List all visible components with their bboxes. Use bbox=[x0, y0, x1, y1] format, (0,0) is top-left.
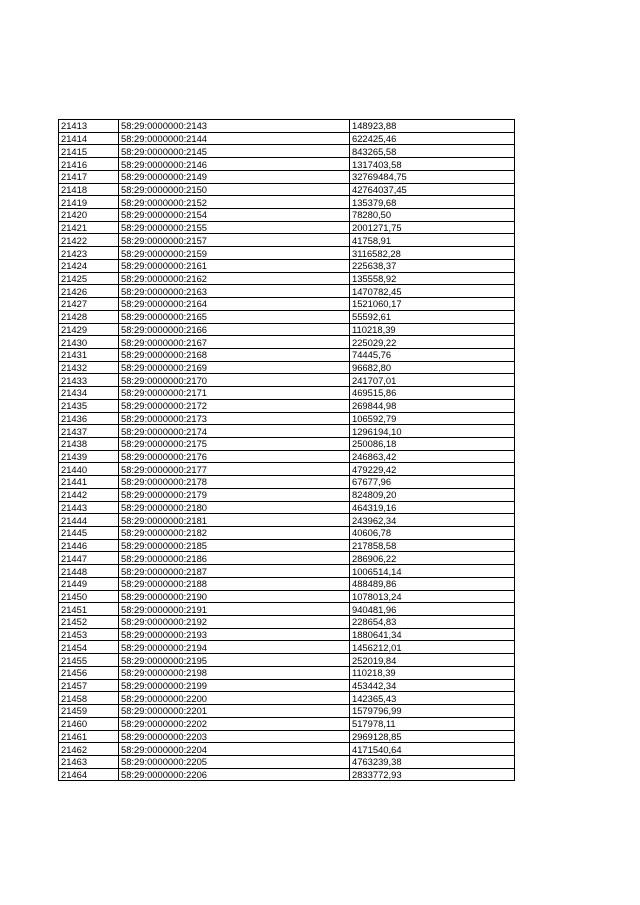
table-row bbox=[59, 247, 515, 260]
value-cell: 1521060,17 bbox=[350, 298, 515, 311]
cadastral-number-cell: 58:29:0000000:2198 bbox=[119, 666, 350, 679]
table-row bbox=[59, 272, 515, 285]
cadastral-number-cell: 58:29:0000000:2171 bbox=[119, 387, 350, 400]
value-cell: 453442,34 bbox=[350, 679, 515, 692]
table-row bbox=[59, 170, 515, 183]
table-row bbox=[59, 476, 515, 489]
cadastral-number-cell: 58:29:0000000:2199 bbox=[119, 679, 350, 692]
value-cell: 42764037,45 bbox=[350, 183, 515, 196]
row-number-cell: 21446 bbox=[59, 539, 119, 552]
row-number-cell: 21449 bbox=[59, 577, 119, 590]
value-cell: 1296194,10 bbox=[350, 425, 515, 438]
value-cell: 488489,86 bbox=[350, 577, 515, 590]
cadastral-number-cell: 58:29:0000000:2144 bbox=[119, 132, 350, 145]
value-cell: 228654,83 bbox=[350, 616, 515, 629]
value-cell: 55592,61 bbox=[350, 310, 515, 323]
row-number-cell: 21436 bbox=[59, 412, 119, 425]
cadastral-number-cell: 58:29:0000000:2155 bbox=[119, 221, 350, 234]
row-number-cell: 21423 bbox=[59, 247, 119, 260]
cadastral-number-cell: 58:29:0000000:2190 bbox=[119, 590, 350, 603]
cadastral-number-cell: 58:29:0000000:2175 bbox=[119, 437, 350, 450]
row-number-cell: 21440 bbox=[59, 463, 119, 476]
value-cell: 250086,18 bbox=[350, 437, 515, 450]
row-number-cell: 21455 bbox=[59, 654, 119, 667]
cadastral-number-cell: 58:29:0000000:2169 bbox=[119, 361, 350, 374]
value-cell: 106592,79 bbox=[350, 412, 515, 425]
table-row bbox=[59, 514, 515, 527]
data-table bbox=[58, 119, 515, 781]
value-cell: 3116582,28 bbox=[350, 247, 515, 260]
row-number-cell: 21459 bbox=[59, 705, 119, 718]
value-cell: 110218,39 bbox=[350, 323, 515, 336]
row-number-cell: 21414 bbox=[59, 132, 119, 145]
table-row bbox=[59, 755, 515, 768]
value-cell: 464319,16 bbox=[350, 501, 515, 514]
value-cell: 824809,20 bbox=[350, 488, 515, 501]
row-number-cell: 21454 bbox=[59, 641, 119, 654]
cadastral-number-cell: 58:29:0000000:2186 bbox=[119, 552, 350, 565]
table-row bbox=[59, 730, 515, 743]
table-row bbox=[59, 666, 515, 679]
value-cell: 246863,42 bbox=[350, 450, 515, 463]
table-row bbox=[59, 616, 515, 629]
row-number-cell: 21420 bbox=[59, 209, 119, 222]
cadastral-number-cell: 58:29:0000000:2194 bbox=[119, 641, 350, 654]
table-row bbox=[59, 298, 515, 311]
value-cell: 1456212,01 bbox=[350, 641, 515, 654]
table-row bbox=[59, 259, 515, 272]
row-number-cell: 21431 bbox=[59, 348, 119, 361]
cadastral-number-cell: 58:29:0000000:2201 bbox=[119, 705, 350, 718]
table-row bbox=[59, 654, 515, 667]
row-number-cell: 21428 bbox=[59, 310, 119, 323]
table-row bbox=[59, 120, 515, 133]
row-number-cell: 21434 bbox=[59, 387, 119, 400]
cadastral-number-cell: 58:29:0000000:2165 bbox=[119, 310, 350, 323]
value-cell: 40606,78 bbox=[350, 527, 515, 540]
value-cell: 148923,88 bbox=[350, 120, 515, 133]
row-number-cell: 21429 bbox=[59, 323, 119, 336]
value-cell: 110218,39 bbox=[350, 666, 515, 679]
value-cell: 225638,37 bbox=[350, 259, 515, 272]
cadastral-number-cell: 58:29:0000000:2185 bbox=[119, 539, 350, 552]
value-cell: 67677,96 bbox=[350, 476, 515, 489]
cadastral-number-cell: 58:29:0000000:2163 bbox=[119, 285, 350, 298]
row-number-cell: 21443 bbox=[59, 501, 119, 514]
table-row bbox=[59, 628, 515, 641]
table-row bbox=[59, 412, 515, 425]
table-row bbox=[59, 348, 515, 361]
cadastral-number-cell: 58:29:0000000:2178 bbox=[119, 476, 350, 489]
row-number-cell: 21453 bbox=[59, 628, 119, 641]
row-number-cell: 21444 bbox=[59, 514, 119, 527]
row-number-cell: 21451 bbox=[59, 603, 119, 616]
row-number-cell: 21433 bbox=[59, 374, 119, 387]
cadastral-number-cell: 58:29:0000000:2154 bbox=[119, 209, 350, 222]
cadastral-number-cell: 58:29:0000000:2166 bbox=[119, 323, 350, 336]
value-cell: 286906,22 bbox=[350, 552, 515, 565]
cadastral-number-cell: 58:29:0000000:2202 bbox=[119, 717, 350, 730]
table-row bbox=[59, 323, 515, 336]
row-number-cell: 21439 bbox=[59, 450, 119, 463]
cadastral-number-cell: 58:29:0000000:2167 bbox=[119, 336, 350, 349]
table-row bbox=[59, 539, 515, 552]
table-row bbox=[59, 463, 515, 476]
cadastral-number-cell: 58:29:0000000:2179 bbox=[119, 488, 350, 501]
table-row bbox=[59, 743, 515, 756]
table-row bbox=[59, 196, 515, 209]
table-row bbox=[59, 399, 515, 412]
cadastral-number-cell: 58:29:0000000:2150 bbox=[119, 183, 350, 196]
table-row bbox=[59, 425, 515, 438]
table-row bbox=[59, 552, 515, 565]
cadastral-number-cell: 58:29:0000000:2206 bbox=[119, 768, 350, 781]
table-row bbox=[59, 501, 515, 514]
value-cell: 32769484,75 bbox=[350, 170, 515, 183]
value-cell: 1317403,58 bbox=[350, 158, 515, 171]
cadastral-number-cell: 58:29:0000000:2174 bbox=[119, 425, 350, 438]
table-row bbox=[59, 590, 515, 603]
value-cell: 225029,22 bbox=[350, 336, 515, 349]
value-cell: 622425,46 bbox=[350, 132, 515, 145]
row-number-cell: 21426 bbox=[59, 285, 119, 298]
table-row bbox=[59, 209, 515, 222]
cadastral-number-cell: 58:29:0000000:2157 bbox=[119, 234, 350, 247]
cadastral-number-cell: 58:29:0000000:2152 bbox=[119, 196, 350, 209]
cadastral-number-cell: 58:29:0000000:2164 bbox=[119, 298, 350, 311]
table-row bbox=[59, 692, 515, 705]
table-row bbox=[59, 183, 515, 196]
value-cell: 4763239,38 bbox=[350, 755, 515, 768]
table-row bbox=[59, 565, 515, 578]
table-row bbox=[59, 387, 515, 400]
row-number-cell: 21424 bbox=[59, 259, 119, 272]
row-number-cell: 21432 bbox=[59, 361, 119, 374]
cadastral-number-cell: 58:29:0000000:2162 bbox=[119, 272, 350, 285]
row-number-cell: 21462 bbox=[59, 743, 119, 756]
value-cell: 517978,11 bbox=[350, 717, 515, 730]
value-cell: 241707,01 bbox=[350, 374, 515, 387]
row-number-cell: 21448 bbox=[59, 565, 119, 578]
row-number-cell: 21452 bbox=[59, 616, 119, 629]
table-row bbox=[59, 705, 515, 718]
row-number-cell: 21463 bbox=[59, 755, 119, 768]
value-cell: 843265,58 bbox=[350, 145, 515, 158]
cadastral-number-cell: 58:29:0000000:2181 bbox=[119, 514, 350, 527]
value-cell: 74445,76 bbox=[350, 348, 515, 361]
cadastral-number-cell: 58:29:0000000:2192 bbox=[119, 616, 350, 629]
cadastral-number-cell: 58:29:0000000:2146 bbox=[119, 158, 350, 171]
table-row bbox=[59, 132, 515, 145]
table-row bbox=[59, 603, 515, 616]
cadastral-number-cell: 58:29:0000000:2195 bbox=[119, 654, 350, 667]
value-cell: 142365,43 bbox=[350, 692, 515, 705]
value-cell: 1078013,24 bbox=[350, 590, 515, 603]
value-cell: 41758,91 bbox=[350, 234, 515, 247]
row-number-cell: 21460 bbox=[59, 717, 119, 730]
row-number-cell: 21441 bbox=[59, 476, 119, 489]
cadastral-number-cell: 58:29:0000000:2176 bbox=[119, 450, 350, 463]
table-row bbox=[59, 527, 515, 540]
cadastral-number-cell: 58:29:0000000:2187 bbox=[119, 565, 350, 578]
value-cell: 469515,86 bbox=[350, 387, 515, 400]
row-number-cell: 21417 bbox=[59, 170, 119, 183]
row-number-cell: 21456 bbox=[59, 666, 119, 679]
table-row bbox=[59, 310, 515, 323]
cadastral-number-cell: 58:29:0000000:2188 bbox=[119, 577, 350, 590]
cadastral-number-cell: 58:29:0000000:2200 bbox=[119, 692, 350, 705]
value-cell: 78280,50 bbox=[350, 209, 515, 222]
table-row bbox=[59, 158, 515, 171]
value-cell: 1006514,14 bbox=[350, 565, 515, 578]
value-cell: 2001271,75 bbox=[350, 221, 515, 234]
cadastral-number-cell: 58:29:0000000:2205 bbox=[119, 755, 350, 768]
table-row bbox=[59, 361, 515, 374]
value-cell: 1579796,99 bbox=[350, 705, 515, 718]
cadastral-number-cell: 58:29:0000000:2177 bbox=[119, 463, 350, 476]
value-cell: 2833772,93 bbox=[350, 768, 515, 781]
value-cell: 252019,84 bbox=[350, 654, 515, 667]
row-number-cell: 21430 bbox=[59, 336, 119, 349]
value-cell: 243962,34 bbox=[350, 514, 515, 527]
table-row bbox=[59, 374, 515, 387]
row-number-cell: 21461 bbox=[59, 730, 119, 743]
cadastral-number-cell: 58:29:0000000:2170 bbox=[119, 374, 350, 387]
cadastral-number-cell: 58:29:0000000:2168 bbox=[119, 348, 350, 361]
cadastral-number-cell: 58:29:0000000:2143 bbox=[119, 120, 350, 133]
row-number-cell: 21413 bbox=[59, 120, 119, 133]
row-number-cell: 21419 bbox=[59, 196, 119, 209]
row-number-cell: 21427 bbox=[59, 298, 119, 311]
row-number-cell: 21442 bbox=[59, 488, 119, 501]
cadastral-number-cell: 58:29:0000000:2173 bbox=[119, 412, 350, 425]
value-cell: 135379,68 bbox=[350, 196, 515, 209]
table-row bbox=[59, 234, 515, 247]
table-row bbox=[59, 285, 515, 298]
row-number-cell: 21416 bbox=[59, 158, 119, 171]
cadastral-number-cell: 58:29:0000000:2172 bbox=[119, 399, 350, 412]
row-number-cell: 21421 bbox=[59, 221, 119, 234]
cadastral-number-cell: 58:29:0000000:2203 bbox=[119, 730, 350, 743]
table-row bbox=[59, 336, 515, 349]
table-row bbox=[59, 577, 515, 590]
value-cell: 1470782,45 bbox=[350, 285, 515, 298]
cadastral-number-cell: 58:29:0000000:2204 bbox=[119, 743, 350, 756]
table-body bbox=[59, 120, 515, 781]
value-cell: 940481,96 bbox=[350, 603, 515, 616]
row-number-cell: 21450 bbox=[59, 590, 119, 603]
value-cell: 479229,42 bbox=[350, 463, 515, 476]
table-row bbox=[59, 641, 515, 654]
row-number-cell: 21464 bbox=[59, 768, 119, 781]
value-cell: 135558,92 bbox=[350, 272, 515, 285]
table-row bbox=[59, 221, 515, 234]
value-cell: 269844,98 bbox=[350, 399, 515, 412]
row-number-cell: 21447 bbox=[59, 552, 119, 565]
row-number-cell: 21438 bbox=[59, 437, 119, 450]
cadastral-number-cell: 58:29:0000000:2161 bbox=[119, 259, 350, 272]
cadastral-number-cell: 58:29:0000000:2191 bbox=[119, 603, 350, 616]
row-number-cell: 21418 bbox=[59, 183, 119, 196]
row-number-cell: 21437 bbox=[59, 425, 119, 438]
cadastral-number-cell: 58:29:0000000:2149 bbox=[119, 170, 350, 183]
row-number-cell: 21415 bbox=[59, 145, 119, 158]
table-row bbox=[59, 450, 515, 463]
cadastral-number-cell: 58:29:0000000:2145 bbox=[119, 145, 350, 158]
table-row bbox=[59, 717, 515, 730]
row-number-cell: 21425 bbox=[59, 272, 119, 285]
value-cell: 4171540,64 bbox=[350, 743, 515, 756]
row-number-cell: 21458 bbox=[59, 692, 119, 705]
value-cell: 217858,58 bbox=[350, 539, 515, 552]
row-number-cell: 21457 bbox=[59, 679, 119, 692]
table-row bbox=[59, 488, 515, 501]
table-row bbox=[59, 145, 515, 158]
table-row bbox=[59, 437, 515, 450]
row-number-cell: 21435 bbox=[59, 399, 119, 412]
cadastral-number-cell: 58:29:0000000:2159 bbox=[119, 247, 350, 260]
value-cell: 2969128,85 bbox=[350, 730, 515, 743]
cadastral-number-cell: 58:29:0000000:2193 bbox=[119, 628, 350, 641]
value-cell: 96682,80 bbox=[350, 361, 515, 374]
table-row bbox=[59, 768, 515, 781]
table-row bbox=[59, 679, 515, 692]
cadastral-number-cell: 58:29:0000000:2182 bbox=[119, 527, 350, 540]
cadastral-number-cell: 58:29:0000000:2180 bbox=[119, 501, 350, 514]
value-cell: 1880641,34 bbox=[350, 628, 515, 641]
row-number-cell: 21422 bbox=[59, 234, 119, 247]
row-number-cell: 21445 bbox=[59, 527, 119, 540]
